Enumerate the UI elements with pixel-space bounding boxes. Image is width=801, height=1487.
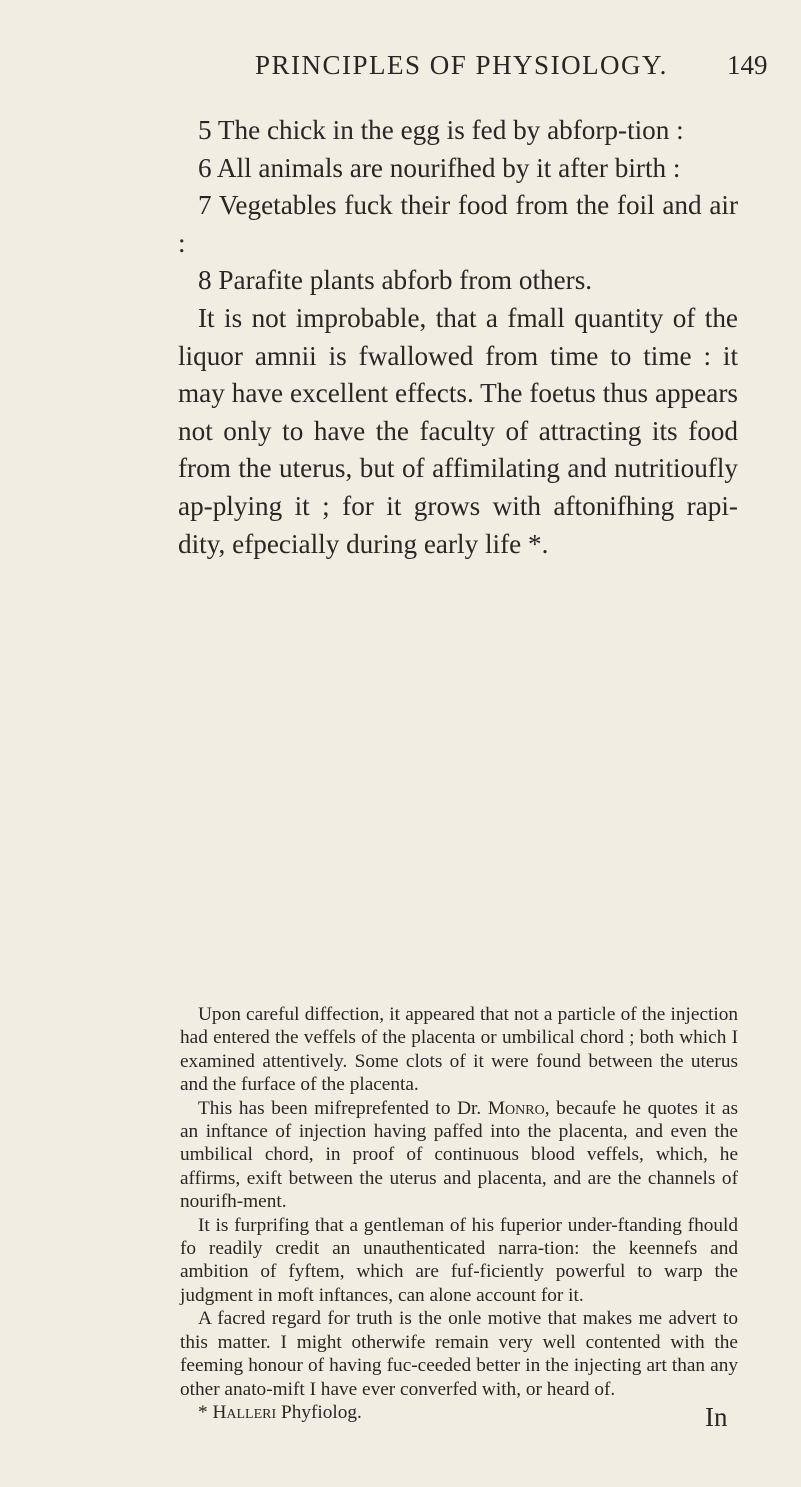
numbered-item: 6 All animals are nourifhed by it after birth :	[198, 152, 681, 183]
running-head: PRINCIPLES OF PHYSIOLOGY.	[255, 50, 668, 80]
author-name: Monro	[487, 1097, 545, 1119]
reference-title: Phyfiolog.	[281, 1401, 362, 1423]
numbered-item: 8 Parafite plants abforb from others.	[198, 265, 593, 296]
reference-author: Halleri	[212, 1401, 277, 1423]
page-number: 149	[727, 50, 768, 80]
footnote-paragraph	[180, 1097, 738, 1214]
footnote-paragraph: It is furprifing that a gentleman of his fuperior under-ftanding fhould fo readily credit an unauthenticated narra-tion: the keennefs and ambition of fyftem, which are fuf-ficiently powerful to warp the judgment in moft inftances, can alone account for it.	[180, 1214, 738, 1306]
footnote-paragraph: A facred regard for truth is the onle motive that makes me advert to this matter. I might otherwife remain very well contented with the feeming honour of having fuc-ceeded better in the injecting art than any other anato-mift I have ever converfed with, or heard of.	[180, 1308, 738, 1400]
footnote-paragraph: Upon careful diffection, it appeared that not a particle of the injection had entered the veffels of the placenta or umbilical chord ; both which I examined attentively. Some clots of it were found between the uterus and the furface of the placenta.	[180, 1004, 738, 1096]
footnote-text: This has been mifreprefented to Dr.	[198, 1097, 482, 1119]
reference-mark: *	[198, 1401, 208, 1423]
page-header	[0, 0, 801, 100]
footnote-reference	[180, 1401, 738, 1424]
catchword: In	[705, 1402, 728, 1432]
main-text	[178, 112, 738, 563]
body-paragraph: It is not improbable, that a fmall quantity of the liquor amnii is fwallowed from time to time : it may have excellent effects. The foetus thus appears not only to have the faculty of attracting its food from the uterus, but of affimilating and nutritioufly ap-plying it ; for it grows with aftonifhing rapi-dity, efpecially during early life *.	[178, 302, 738, 559]
footnote	[180, 1003, 738, 1424]
footnote-text: , becaufe he quotes it as an inftance of injection having paffed into the placenta, and even the umbilical chord, in proof of continuous blood veffels, which, he affirms, exift between the uterus and placenta, and are the channels of nourifh-ment.	[180, 1097, 738, 1213]
numbered-item: 5 The chick in the egg is fed by abforp-tion :	[198, 115, 684, 145]
numbered-item: 7 Vegetables fuck their food from the foil and air :	[178, 190, 738, 258]
